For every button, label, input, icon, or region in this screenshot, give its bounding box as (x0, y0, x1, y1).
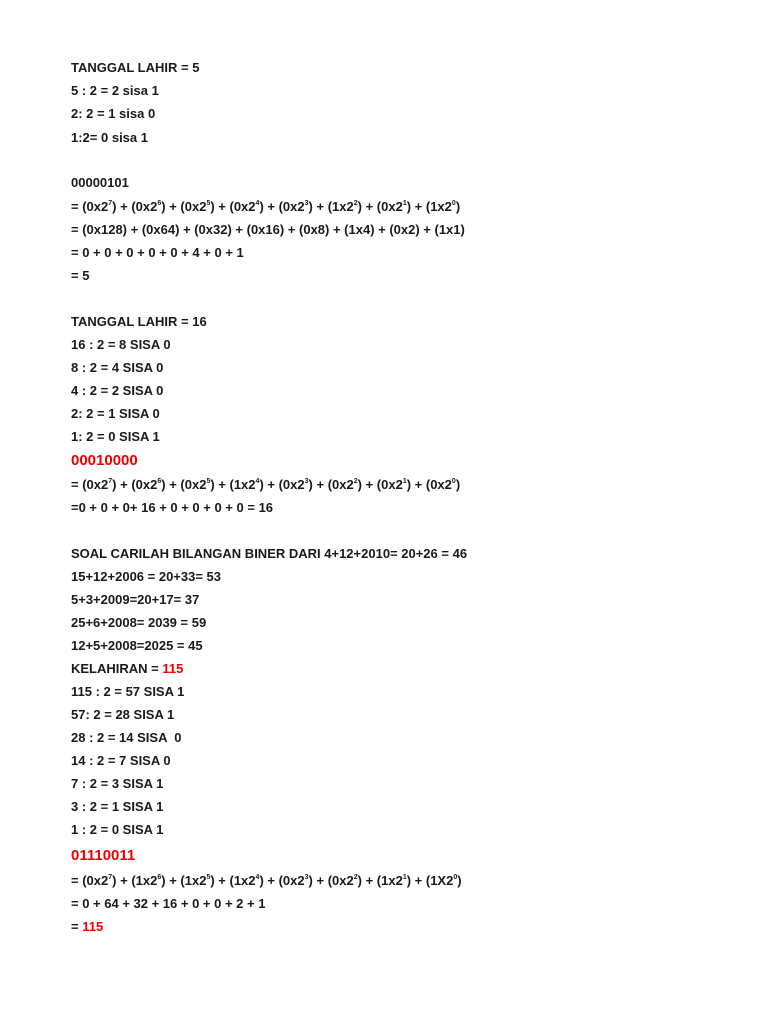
term-tail: ) + (308, 477, 328, 492)
section2-expansion: = $(0x2^7) + (0x2^6) + (0x2^5) + (1x2^4) + (0x2^3) + (0x2^2) + (0x2^1) + (0x2^0)$ (71, 477, 461, 492)
section1-step: 2: 2 = 1 sisa 0 (71, 106, 156, 121)
term-exponent: 4 (255, 199, 260, 207)
term-tail: ) + (357, 477, 377, 492)
term-tail: ) (455, 477, 461, 492)
term-base: (0x2 (82, 873, 109, 888)
section3-sum: = 0 + 64 + 32 + 16 + 0 + 0 + 2 + 1 (71, 896, 266, 911)
term-tail: ) + (210, 199, 230, 214)
section1-products: = (0x128) + (0x64) + (0x32) + (0x16) + (0x8) + (1x4) + (0x2) + (1x1) (71, 222, 465, 237)
section3-step: 3 : 2 = 1 SISA 1 (71, 799, 164, 814)
term-exponent: 3 (304, 199, 309, 207)
term-tail: ) + (210, 873, 230, 888)
term-exponent: 2 (353, 477, 358, 485)
expansion-term (377, 199, 426, 214)
expansion-term (377, 873, 426, 888)
term-tail: ) + (308, 873, 328, 888)
section3-heading: SOAL CARILAH BILANGAN BINER DARI 4+12+2010= 20+26 = 46 (71, 546, 468, 561)
term-tail: ) + (406, 873, 426, 888)
term-base: (1x2 (180, 873, 207, 888)
term-base: (0x2 (131, 477, 158, 492)
section2-step: 1: 2 = 0 SISA 1 (71, 429, 160, 444)
expansion-term (279, 477, 328, 492)
section1-result: = 5 (71, 268, 90, 283)
term-tail: ) + (406, 199, 426, 214)
section1-step: 5 : 2 = 2 sisa 1 (71, 83, 159, 98)
section1-binary: 00000101 (71, 175, 129, 190)
expansion-term (131, 199, 180, 214)
expansion-term (180, 199, 229, 214)
term-base: (0x2 (327, 477, 354, 492)
expansion-term (82, 477, 131, 492)
term-base: (0x2 (278, 477, 305, 492)
term-tail: ) + (357, 199, 377, 214)
term-tail: ) + (259, 477, 279, 492)
term-exponent: 6 (157, 873, 162, 881)
term-exponent: 2 (353, 873, 358, 881)
term-base: (1x2 (131, 873, 158, 888)
term-base: (0x2 (180, 199, 207, 214)
term-tail: ) + (259, 873, 279, 888)
expansion-term (82, 873, 131, 888)
term-exponent: 4 (255, 477, 260, 485)
section3-line: 12+5+2008=2025 = 45 (71, 638, 203, 653)
expansion-term (377, 477, 426, 492)
term-tail: ) (455, 199, 461, 214)
expansion-term (328, 199, 377, 214)
section2-binary: 00010000 (71, 452, 138, 469)
section2-step: 8 : 2 = 4 SISA 0 (71, 360, 164, 375)
term-exponent: 2 (353, 199, 358, 207)
term-tail: ) + (357, 873, 377, 888)
term-base: (0x2 (327, 873, 354, 888)
section3-binary: 01110011 (71, 847, 136, 864)
term-base: (1x2 (425, 199, 452, 214)
term-tail: ) + (210, 477, 230, 492)
expansion-term (230, 873, 279, 888)
term-tail: ) + (308, 199, 328, 214)
term-base: (0x2 (376, 199, 403, 214)
section3-expansion: = $(0x2^7) + (1x2^6) + (1x2^5) + (1x2^4) + (0x2^3) + (0x2^2) + (1x2^1) + (1X2^0)$ (71, 873, 462, 888)
term-exponent: 4 (255, 873, 260, 881)
section3-step: 14 : 2 = 7 SISA 0 (71, 753, 171, 768)
section2-sum: =0 + 0 + 0+ 16 + 0 + 0 + 0 + 0 = 16 (71, 500, 274, 515)
term-base: (0x2 (425, 477, 452, 492)
expansion-term (328, 477, 377, 492)
section2-step: 2: 2 = 1 SISA 0 (71, 406, 160, 421)
term-exponent: 1 (402, 477, 407, 485)
term-base: (1x2 (327, 199, 354, 214)
section2-step: 16 : 2 = 8 SISA 0 (71, 337, 171, 352)
section3-step: 28 : 2 = 14 SISA 0 (71, 730, 182, 745)
term-exponent: 7 (108, 477, 113, 485)
section2-heading: TANGGAL LAHIR = 16 (71, 314, 207, 329)
term-tail: ) + (259, 199, 279, 214)
term-base: (0x2 (376, 477, 403, 492)
section1-heading: TANGGAL LAHIR = 5 (71, 60, 200, 75)
expansion-term (230, 199, 279, 214)
term-base: (0x2 (278, 199, 305, 214)
expansion-term (426, 199, 460, 214)
term-base: (0x2 (131, 199, 158, 214)
term-base: (0x2 (278, 873, 305, 888)
term-tail: ) + (406, 477, 426, 492)
term-exponent: 3 (304, 477, 309, 485)
expansion-term (131, 873, 180, 888)
term-tail: ) (457, 873, 462, 888)
expansion-term (328, 873, 377, 888)
kelahiran-line (71, 661, 183, 677)
term-exponent: 0 (451, 199, 456, 207)
final-result-value: 115 (82, 919, 104, 934)
expansion-term (426, 873, 462, 888)
final-result-label: = (71, 919, 83, 934)
term-base: (0x2 (180, 477, 207, 492)
section1-step: 1:2= 0 sisa 1 (71, 130, 148, 145)
term-exponent: 5 (206, 477, 211, 485)
expansion-term (279, 873, 328, 888)
section3-step: 57: 2 = 28 SISA 1 (71, 707, 175, 722)
term-exponent: 5 (206, 199, 211, 207)
section3-line: 25+6+2008= 2039 = 59 (71, 615, 207, 630)
term-base: (1X2 (425, 873, 454, 888)
kelahiran-label: KELAHIRAN = (71, 661, 163, 676)
term-base: (0x2 (229, 199, 256, 214)
section1-expansion: = $(0x2^7) + (0x2^6) + (0x2^5) + (0x2^4) + (0x2^3) + (1x2^2) + (0x2^1) + (1x2^0)$ (71, 199, 461, 214)
expansion-term (180, 477, 229, 492)
term-tail: ) + (161, 199, 181, 214)
term-exponent: 6 (157, 477, 162, 485)
term-exponent: 5 (206, 873, 211, 881)
section3-line: 15+12+2006 = 20+33= 53 (71, 569, 222, 584)
section3-step: 1 : 2 = 0 SISA 1 (71, 822, 164, 837)
term-exponent: 0 (453, 873, 458, 881)
term-exponent: 6 (157, 199, 162, 207)
expansion-term (426, 477, 460, 492)
term-exponent: 7 (108, 873, 113, 881)
section3-step: 7 : 2 = 3 SISA 1 (71, 776, 164, 791)
section3-step: 115 : 2 = 57 SISA 1 (71, 684, 185, 699)
expansion-term (230, 477, 279, 492)
term-exponent: 3 (304, 873, 309, 881)
term-exponent: 7 (108, 199, 113, 207)
expansion-term (82, 199, 131, 214)
term-base: (1x2 (376, 873, 403, 888)
term-exponent: 0 (451, 477, 456, 485)
section3-line: 5+3+2009=20+17= 37 (71, 592, 200, 607)
term-tail: ) + (161, 873, 181, 888)
expansion-term (180, 873, 229, 888)
term-tail: ) + (112, 477, 132, 492)
expansion-term (131, 477, 180, 492)
term-exponent: 1 (402, 873, 407, 881)
term-tail: ) + (112, 199, 132, 214)
term-base: (0x2 (82, 477, 109, 492)
kelahiran-value: 115 (162, 661, 184, 676)
section2-step: 4 : 2 = 2 SISA 0 (71, 383, 164, 398)
term-base: (1x2 (229, 477, 256, 492)
term-base: (0x2 (82, 199, 109, 214)
section1-sum: = 0 + 0 + 0 + 0 + 0 + 4 + 0 + 1 (71, 245, 244, 260)
expansion-term (279, 199, 328, 214)
term-tail: ) + (161, 477, 181, 492)
final-result-line (71, 919, 103, 935)
term-exponent: 1 (402, 199, 407, 207)
term-tail: ) + (112, 873, 132, 888)
term-base: (1x2 (229, 873, 256, 888)
